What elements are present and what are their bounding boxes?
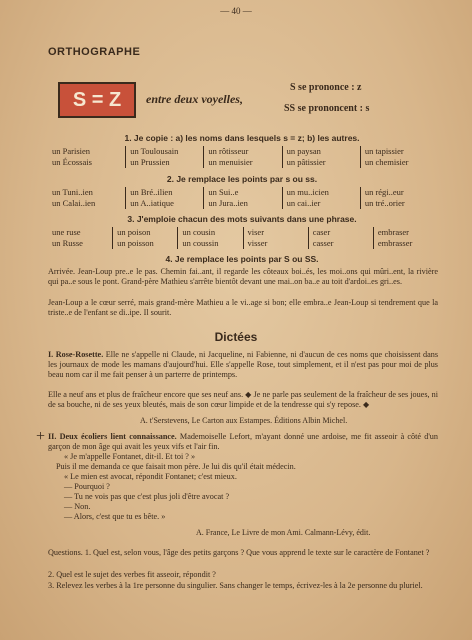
dialogue-line: « Je m'appelle Fontanet, dit-il. Et toi ? » (64, 452, 196, 461)
grid-cell: un paysan (283, 146, 361, 157)
rule-ss: SS se prononcent : s (284, 103, 370, 114)
page-number: — 40 — (220, 6, 252, 16)
grid-cell: un coussin (178, 238, 243, 249)
grid-cell: un Prussien (126, 157, 204, 168)
grid-cell: un chemisier (364, 157, 409, 167)
rule-box: S = Z (58, 82, 136, 118)
exercise-4-paragraph-2: Jean-Loup a le cœur serré, mais grand-mère Mathieu a le vi..age si bon; elle embra..e Jean-Loup si tendrement que la triste..e de l'enfant se di..ipe. Il sourit. (48, 298, 438, 317)
grid-cell: casser (309, 238, 374, 249)
grid-cell: un Calai..ien (48, 198, 126, 209)
dictee-1-source: A. t'Serstevens, Le Carton aux Estampes. Éditions Albin Michel. (140, 416, 348, 425)
dialogue-line: « Le mien est avocat, répondit Fontanet; c'est mieux. (64, 472, 237, 481)
dictee-1-title: I. Rose-Rosette. (48, 350, 104, 359)
grid-cell: embrasser (377, 238, 413, 248)
dictees-heading: Dictées (214, 330, 258, 344)
question-3: 3. Relevez les verbes à la 1re personne du singulier. Sans changer le temps, écrivez-les à la 2e personne du pluriel. (48, 581, 423, 590)
dialogue-line: — Non. (64, 502, 91, 511)
dictee-2-source: A. France, Le Livre de mon Ami. Calmann-Lévy, édit. (196, 528, 371, 537)
grid-row (48, 238, 438, 249)
exercise-4-paragraph-1: Arrivée. Jean-Loup pre..e le pas. Chemin fai..ant, il regarde les côteaux boi..és, les moi..ons qui mûri..ent, la rivière qui pa..e sous le pont. Grand-père Mathieu s'arrête bientôt devant une mai..on ba..e au toit d'ardoi..es gri..es. (48, 267, 438, 286)
grid-cell: caser (309, 227, 374, 238)
cross-mark-icon: + (36, 428, 46, 445)
dictee-1-text: Elle ne s'appelle ni Claude, ni Jacqueline, ni Fabienne, ni d'aucun de ces noms que choisissent dans les journaux de mode les mamans d'aujourd'hui. Elle s'appelle Rose, tout simplement, et il n'est pas pour moi de plus beau nom car il me fait penser à un parterre de printemps. (48, 350, 439, 379)
dictee-2-text: Mademoiselle Lefort, m'ayant donné une ardoise, me fit asseoir à côté d'un garçon de mon âge qui avait les yeux vifs et l'air fin. (48, 432, 438, 451)
grid-cell: embraser (377, 227, 410, 237)
grid-cell: un Écossais (48, 157, 126, 168)
grid-cell: un régi..eur (364, 187, 404, 197)
dictee-2-title: II. Deux écoliers lient connaissance. (48, 432, 177, 441)
grid-cell: un poison (113, 227, 178, 238)
dialogue-line: Puis il me demanda ce que faisait mon père. Je lui dis qu'il était médecin. (56, 462, 296, 471)
grid-row (48, 198, 438, 209)
grid-cell: viser (244, 227, 309, 238)
question-1: Questions. 1. Quel est, selon vous, l'âge des petits garçons ? Que vous apprend le texte sur le caractère de Fontanet ? (48, 548, 430, 557)
exercise-3-title: 3. J'emploie chacun des mots suivants dans une phrase. (127, 214, 357, 224)
grid-cell: un rôtisseur (204, 146, 282, 157)
grid-cell: un tré..orier (364, 198, 405, 208)
grid-row (48, 187, 438, 198)
dictee-1-text-2: Elle a neuf ans et plus de fraîcheur encore que ses neuf ans. ◆ Je ne parle pas seulement de la fraîcheur de ses joues, ni de sa bouche, ni de ses yeux bleutés, mais de son cœur limpide et de la tendresse qui s'y repose. ◆ (48, 390, 438, 409)
grid-cell: un Bré..ilien (126, 187, 204, 198)
rule-main: entre deux voyelles, (146, 92, 243, 106)
grid-cell: un cai..ier (283, 198, 361, 209)
exercise-1-grid (48, 146, 438, 168)
grid-cell: un pâtissier (283, 157, 361, 168)
grid-cell: un Toulousain (126, 146, 204, 157)
rule-s: S se prononce : z (290, 82, 362, 93)
grid-cell: un mu..icien (283, 187, 361, 198)
grid-cell: un Parisien (48, 146, 126, 157)
exercise-2-title: 2. Je remplace les points par s ou ss. (166, 174, 318, 184)
grid-cell: un tapissier (364, 146, 404, 156)
grid-cell: un cousin (178, 227, 243, 238)
grid-row (48, 227, 438, 238)
dictee-1 (48, 350, 438, 380)
grid-row (48, 157, 438, 168)
grid-cell: une ruse (48, 227, 113, 238)
grid-cell: un Sui..e (204, 187, 282, 198)
grid-cell: visser (244, 238, 309, 249)
dictee-2 (48, 432, 438, 452)
dialogue-line: — Alors, c'est que tu es bête. » (64, 512, 166, 521)
question-2: 2. Quel est le sujet des verbes fit asseoir, répondit ? (48, 570, 216, 579)
exercise-4-title: 4. Je remplace les points par S ou SS. (165, 254, 319, 264)
exercise-1-title: 1. Je copie : a) les noms dans lesquels s = z; b) les autres. (124, 133, 360, 143)
dialogue-line: — Pourquoi ? (64, 482, 110, 491)
grid-cell: un menuisier (204, 157, 282, 168)
grid-cell: un poisson (113, 238, 178, 249)
grid-cell: un Jura..ien (204, 198, 282, 209)
exercise-2-grid (48, 187, 438, 209)
grid-cell: un Tuni..ien (48, 187, 126, 198)
section-title: ORTHOGRAPHE (48, 46, 141, 58)
grid-cell: un A..iatique (126, 198, 204, 209)
grid-cell: un Russe (48, 238, 113, 249)
grid-row (48, 146, 438, 157)
dialogue-line: — Tu ne vois pas que c'est plus joli d'être avocat ? (64, 492, 230, 501)
exercise-3-grid (48, 227, 438, 249)
